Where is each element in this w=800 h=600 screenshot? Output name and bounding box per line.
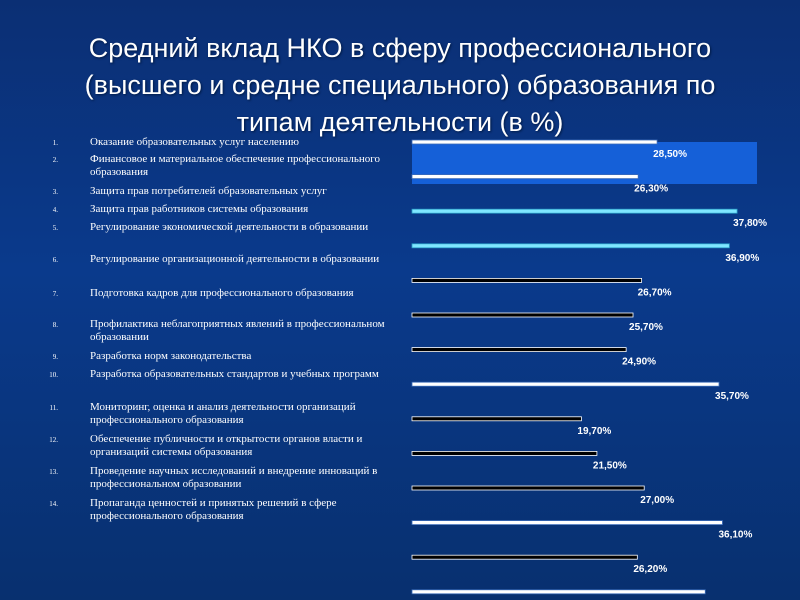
bar-value-label: 36,10% bbox=[718, 529, 753, 541]
list-item-number: 7. bbox=[52, 290, 58, 298]
bar bbox=[412, 244, 729, 248]
list-item-number: 4. bbox=[52, 206, 58, 214]
list-item-number: 1. bbox=[52, 139, 58, 147]
bar bbox=[412, 382, 719, 386]
list-item-number: 6. bbox=[52, 256, 58, 264]
list-item-number: 13. bbox=[49, 468, 58, 476]
bar-value-label: 35,70% bbox=[715, 391, 749, 403]
bar bbox=[412, 140, 657, 144]
list-item-text: Профилактика неблагоприятных явлений в профессиональном образовании bbox=[90, 318, 385, 343]
list-item-number: 9. bbox=[52, 353, 58, 361]
bar bbox=[412, 348, 626, 352]
bar-value-label: 36,90% bbox=[725, 252, 760, 264]
list-item-number: 2. bbox=[52, 156, 58, 164]
list-item-text: Финансовое и материальное обеспечение профессионального образования bbox=[90, 153, 380, 178]
bar bbox=[412, 521, 722, 525]
bar bbox=[412, 175, 638, 179]
list-item-text: Пропаганда ценностей и принятых решений в сфере профессионального образования bbox=[90, 497, 337, 522]
bar bbox=[412, 486, 644, 490]
bar bbox=[412, 417, 581, 421]
bar-value-label: 24,90% bbox=[622, 356, 657, 368]
bar bbox=[412, 278, 642, 282]
list-item-number: 8. bbox=[52, 321, 58, 329]
list-item-text: Регулирование организационной деятельности в образовании bbox=[90, 253, 380, 265]
bar-value-label: 27,00% bbox=[640, 495, 675, 506]
list-item-text: Разработка норм законодательства bbox=[90, 350, 252, 362]
list-item-text: Регулирование экономической деятельности в образовании bbox=[90, 221, 369, 233]
bar-value-label: 26,30% bbox=[634, 183, 669, 195]
list-item-text: Разработка образовательных стандартов и учебных программ bbox=[90, 368, 379, 380]
list-item-text: Проведение научных исследований и внедрение инноваций в профессиональном образовании bbox=[90, 465, 378, 490]
bar-value-label: 28,50% bbox=[653, 149, 688, 160]
slide-title: Средний вклад НКО в сферу профессионального (высшего и средне специального) образования по типам деятельности (в %) bbox=[84, 33, 716, 137]
bar-value-label: 37,80% bbox=[733, 218, 768, 230]
bar bbox=[412, 590, 705, 594]
bar-value-label: 26,70% bbox=[637, 287, 672, 299]
list-item-text: Защита прав потребителей образовательных услуг bbox=[90, 185, 327, 197]
bar-value-label: 26,20% bbox=[633, 564, 668, 576]
list-item-number: 14. bbox=[49, 500, 58, 508]
bar-value-label: 25,70% bbox=[629, 322, 663, 333]
bar bbox=[412, 451, 597, 455]
bar-value-label: 19,70% bbox=[577, 425, 612, 437]
list-item-number: 11. bbox=[49, 404, 58, 412]
list-item-text: Подготовка кадров для профессионального образования bbox=[90, 287, 354, 299]
bar bbox=[412, 555, 637, 559]
list-item-number: 5. bbox=[52, 224, 58, 232]
bar-value-label: 21,50% bbox=[592, 460, 627, 472]
bar bbox=[412, 209, 737, 213]
list-item-text: Оказание образовательных услуг населению bbox=[90, 136, 299, 148]
list-item-text: Мониторинг, оценка и анализ деятельности организаций профессионального образования bbox=[90, 401, 356, 426]
list-item-text: Обеспечение публичности и открытости органов власти и организаций системы образования bbox=[90, 433, 363, 458]
list-item-number: 12. bbox=[49, 436, 58, 444]
bar bbox=[412, 313, 633, 317]
list-item-number: 3. bbox=[52, 188, 58, 196]
list-item-text: Защита прав работников системы образования bbox=[90, 203, 309, 215]
list-item-number: 10. bbox=[49, 371, 58, 379]
